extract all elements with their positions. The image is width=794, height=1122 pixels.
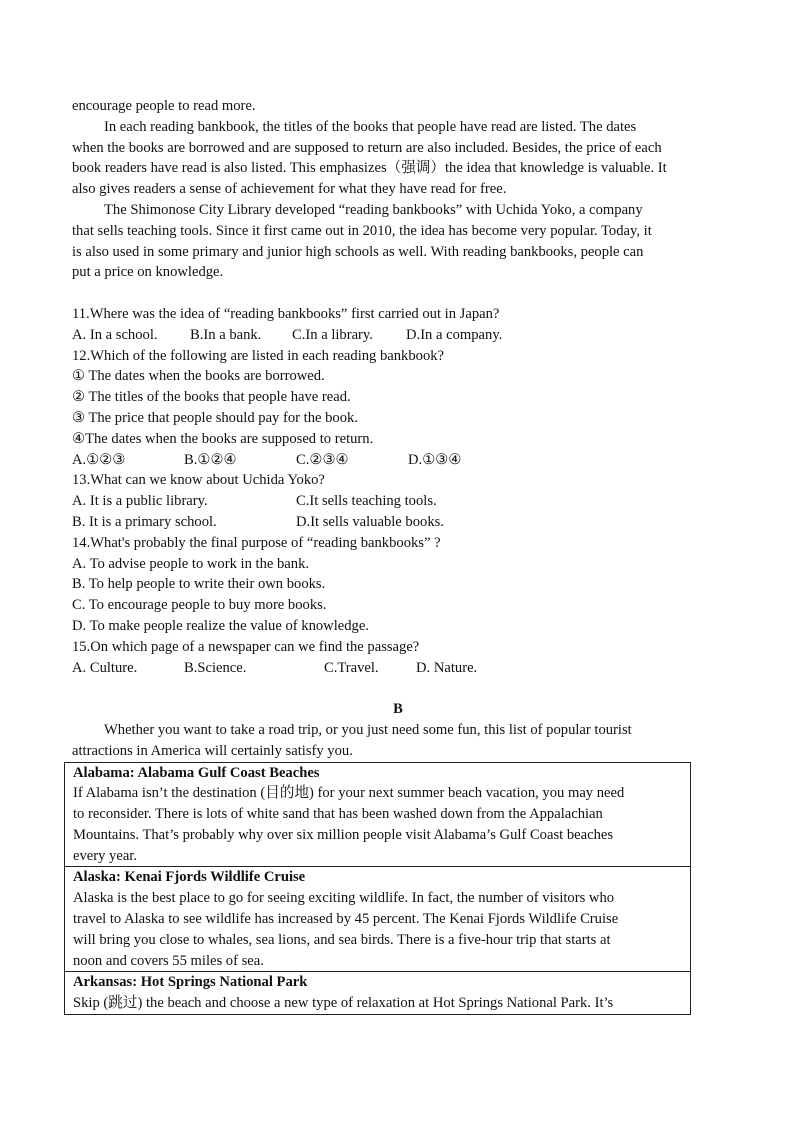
paragraph-line: also gives readers a sense of achievement for what they have read for free. — [72, 181, 507, 198]
attraction-line: noon and covers 55 miles of sea. — [73, 952, 264, 969]
attraction-line: every year. — [73, 847, 138, 864]
question-12-options — [72, 450, 724, 471]
option-b: B.Science. — [184, 659, 247, 676]
spacer — [72, 283, 724, 304]
option-d: D.It sells valuable books. — [296, 513, 444, 530]
question-12-item: ④The dates when the books are supposed to return. — [72, 430, 374, 447]
spacer — [72, 678, 724, 699]
paragraph-line: In each reading bankbook, the titles of the books that people have read are listed. The dates — [104, 118, 637, 135]
option-b: B.①②④ — [184, 451, 237, 468]
option-a: A. Culture. — [72, 659, 138, 676]
paragraph-line: The Shimonose City Library developed “reading bankbooks” with Uchida Yoko, a company — [104, 201, 643, 218]
question-12-item: ③ The price that people should pay for the book. — [72, 409, 358, 426]
option-d: D. To make people realize the value of knowledge. — [72, 617, 369, 634]
paragraph-library-origin — [72, 200, 724, 283]
option-a: A. It is a public library. — [72, 493, 208, 510]
document-page — [72, 96, 724, 1015]
option-d: D.①③④ — [408, 451, 462, 468]
option-d: D. Nature. — [416, 659, 478, 676]
option-a: A. In a school. — [72, 326, 158, 343]
question-13-stem: 13.What can we know about Uchida Yoko? — [72, 472, 325, 489]
option-d: D.In a company. — [406, 326, 503, 343]
attraction-line: to reconsider. There is lots of white sand that has been washed down from the Appalachian — [73, 806, 603, 823]
section-b-intro — [72, 720, 724, 762]
attraction-cell-alaska — [65, 867, 691, 972]
table-row — [65, 762, 691, 867]
question-11-stem: 11.Where was the idea of “reading bankbooks” first carried out in Japan? — [72, 305, 500, 322]
question-12-item: ① The dates when the books are borrowed. — [72, 368, 325, 385]
attraction-line: If Alabama isn’t the destination (目的地) for your next summer beach vacation, you may need — [73, 785, 625, 802]
attractions-table — [64, 762, 691, 1016]
attraction-title: Alabama: Alabama Gulf Coast Beaches — [73, 764, 320, 781]
option-c: C. To encourage people to buy more books. — [72, 597, 327, 614]
attraction-line: will bring you close to whales, sea lions, and sea birds. There is a five-hour trip that starts at — [73, 931, 611, 948]
option-c: C.It sells teaching tools. — [296, 493, 437, 510]
question-13-options-row-2 — [72, 512, 724, 533]
attraction-line: Alaska is the best place to go for seeing exciting wildlife. In fact, the number of visitors who — [73, 890, 615, 907]
intro-tail-line: encourage people to read more. — [72, 98, 256, 114]
option-b: B. To help people to write their own books. — [72, 576, 326, 593]
option-b: B.In a bank. — [190, 326, 262, 343]
option-b: B. It is a primary school. — [72, 513, 217, 530]
question-12-item: ② The titles of the books that people have read. — [72, 389, 351, 406]
paragraph-line: Whether you want to take a road trip, or you just need some fun, this list of popular tourist — [104, 721, 632, 738]
option-c: C.Travel. — [324, 659, 379, 676]
paragraph-line: that sells teaching tools. Since it first came out in 2010, the idea has become very popular. Today, it — [72, 222, 652, 239]
question-15-stem: 15.On which page of a newspaper can we find the passage? — [72, 638, 420, 655]
question-15-options — [72, 658, 724, 679]
question-12-stem: 12.Which of the following are listed in each reading bankbook? — [72, 347, 445, 364]
option-c: C.In a library. — [292, 326, 373, 343]
section-b-heading: B — [393, 701, 403, 718]
attraction-title: Alaska: Kenai Fjords Wildlife Cruise — [73, 869, 306, 886]
question-14-stem: 14.What's probably the final purpose of “reading bankbooks” ? — [72, 534, 441, 551]
paragraph-bankbook-contents — [72, 117, 724, 200]
attraction-cell-alabama — [65, 762, 691, 867]
attraction-line: Skip (跳过) the beach and choose a new type of relaxation at Hot Springs National Park. It’s — [73, 995, 614, 1012]
option-c: C.②③④ — [296, 451, 349, 468]
option-a: A. To advise people to work in the bank. — [72, 555, 310, 572]
table-row — [65, 972, 691, 1015]
paragraph-line: put a price on knowledge. — [72, 264, 224, 281]
paragraph-line: is also used in some primary and junior high schools as well. With reading bankbooks, people can — [72, 243, 644, 260]
paragraph-line: when the books are borrowed and are supposed to return are also included. Besides, the price of each — [72, 139, 662, 156]
paragraph-line: attractions in America will certainly satisfy you. — [72, 742, 353, 759]
question-13-options-row-1 — [72, 491, 724, 512]
attraction-cell-arkansas — [65, 972, 691, 1015]
option-a: A.①②③ — [72, 451, 126, 468]
attraction-title: Arkansas: Hot Springs National Park — [73, 974, 308, 991]
attraction-line: travel to Alaska to see wildlife has increased by 45 percent. The Kenai Fjords Wildlife Cruise — [73, 911, 619, 928]
attraction-line: Mountains. That’s probably why over six million people visit Alabama’s Gulf Coast beaches — [73, 826, 614, 843]
question-11-options — [72, 325, 724, 346]
paragraph-line: book readers have read is also listed. This emphasizes（强调）the idea that knowledge is valuable. It — [72, 160, 667, 177]
table-row — [65, 867, 691, 972]
